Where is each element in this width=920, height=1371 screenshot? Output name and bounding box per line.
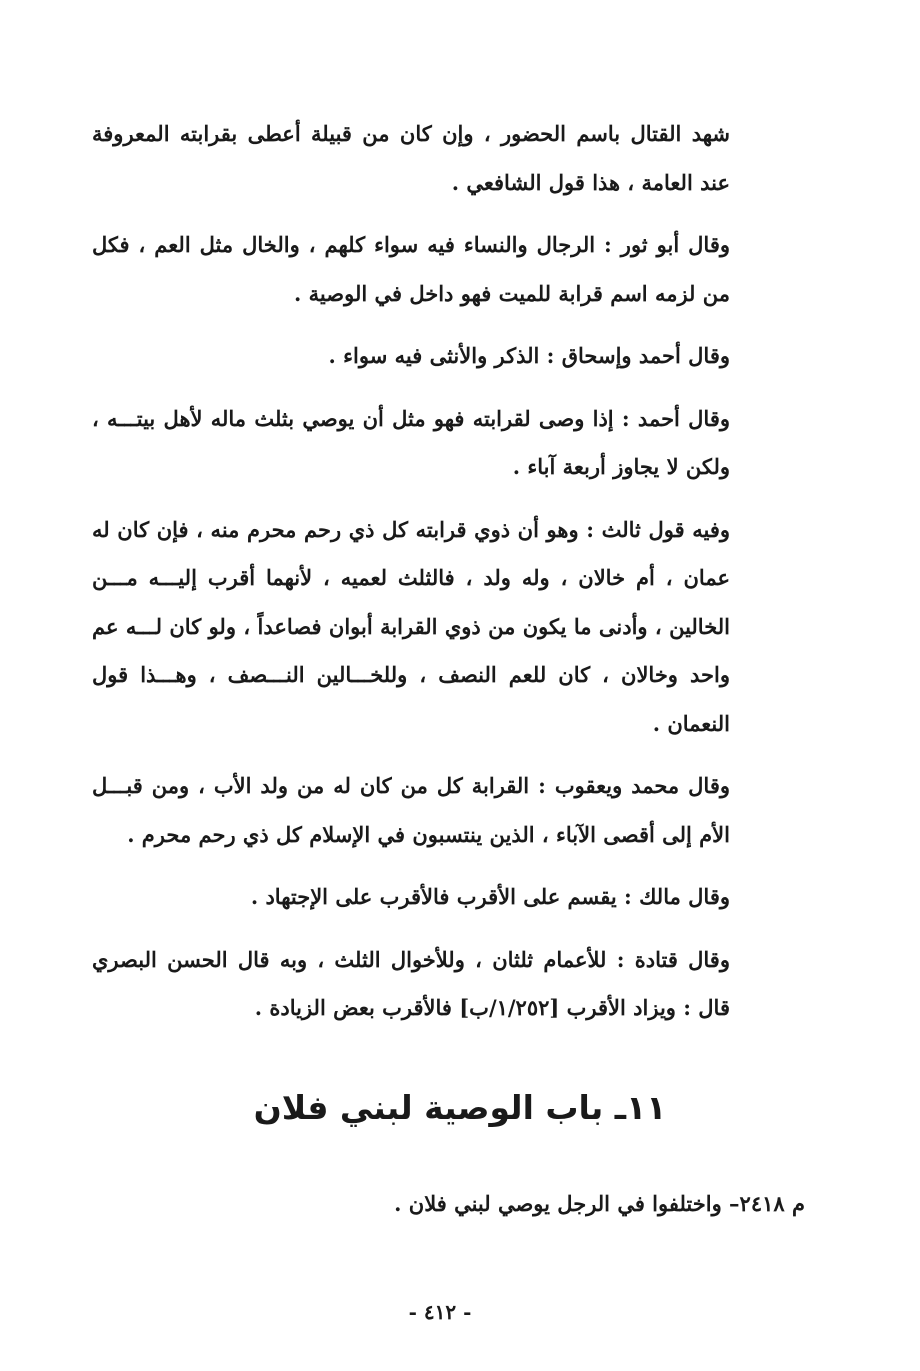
paragraph: وقال مالك : يقسم على الأقرب فالأقرب على الإجتهاد . (250, 884, 730, 909)
paragraph: وقال أحمد وإسحاق : الذكر والأنثى فيه سواء . (328, 343, 730, 368)
body-text (92, 110, 730, 1047)
chapter-heading: ١١ـ باب الوصية لبني فلان (253, 1088, 667, 1127)
paragraph: وقال أحمد : إذا وصى لقرابته فهو مثل أن يوصي بثلث ماله لأهل بيتـــه ، ولكن لا يجاوز أربعة آباء . (92, 405, 730, 479)
paragraph: وفيه قول ثالث : وهو أن ذوي قرابته كل ذي رحم محرم منه ، فإن كان له عمان ، أم خالان ، وله ولد ، فالثلث لعميه ، لأنهما أقرب إليـــه مـــن الخالين ، وأدنى ما يكون من ذوي القرابة أبوان فصاعداً ، ولو كان لـــه عم واحد وخالان ، كان للعم النصف ، وللخـــالين النـــصف ، وهـــذا قول النعمان . (92, 516, 730, 736)
numbered-entry: م ٢٤١٨– واختلفوا في الرجل يوصي لبني فلان . (394, 1191, 805, 1216)
paragraph: وقال محمد ويعقوب : القرابة كل من كان له من ولد الأب ، ومن قبـــل الأم إلى أقصى الآباء ، الذين ينتسبون في الإسلام كل ذي رحم محرم . (92, 773, 730, 847)
paragraph: وقال قتادة : للأعمام ثلثان ، وللأخوال الثلث ، وبه قال الحسن البصري قال : ويزاد الأقرب [١/٢٥٢/ب] فالأقرب بعض الزيادة . (92, 946, 730, 1020)
paragraph: شهد القتال باسم الحضور ، وإن كان من قبيلة أعطى بقرابته المعروفة عند العامة ، هذا قول الشافعي . (92, 121, 730, 195)
page-number: - ٤١٢ - (408, 1300, 472, 1324)
paragraph: وقال أبو ثور : الرجال والنساء فيه سواء كلهم ، والخال مثل العم ، فكل من لزمه اسم قرابة للميت فهو داخل في الوصية . (92, 232, 730, 306)
